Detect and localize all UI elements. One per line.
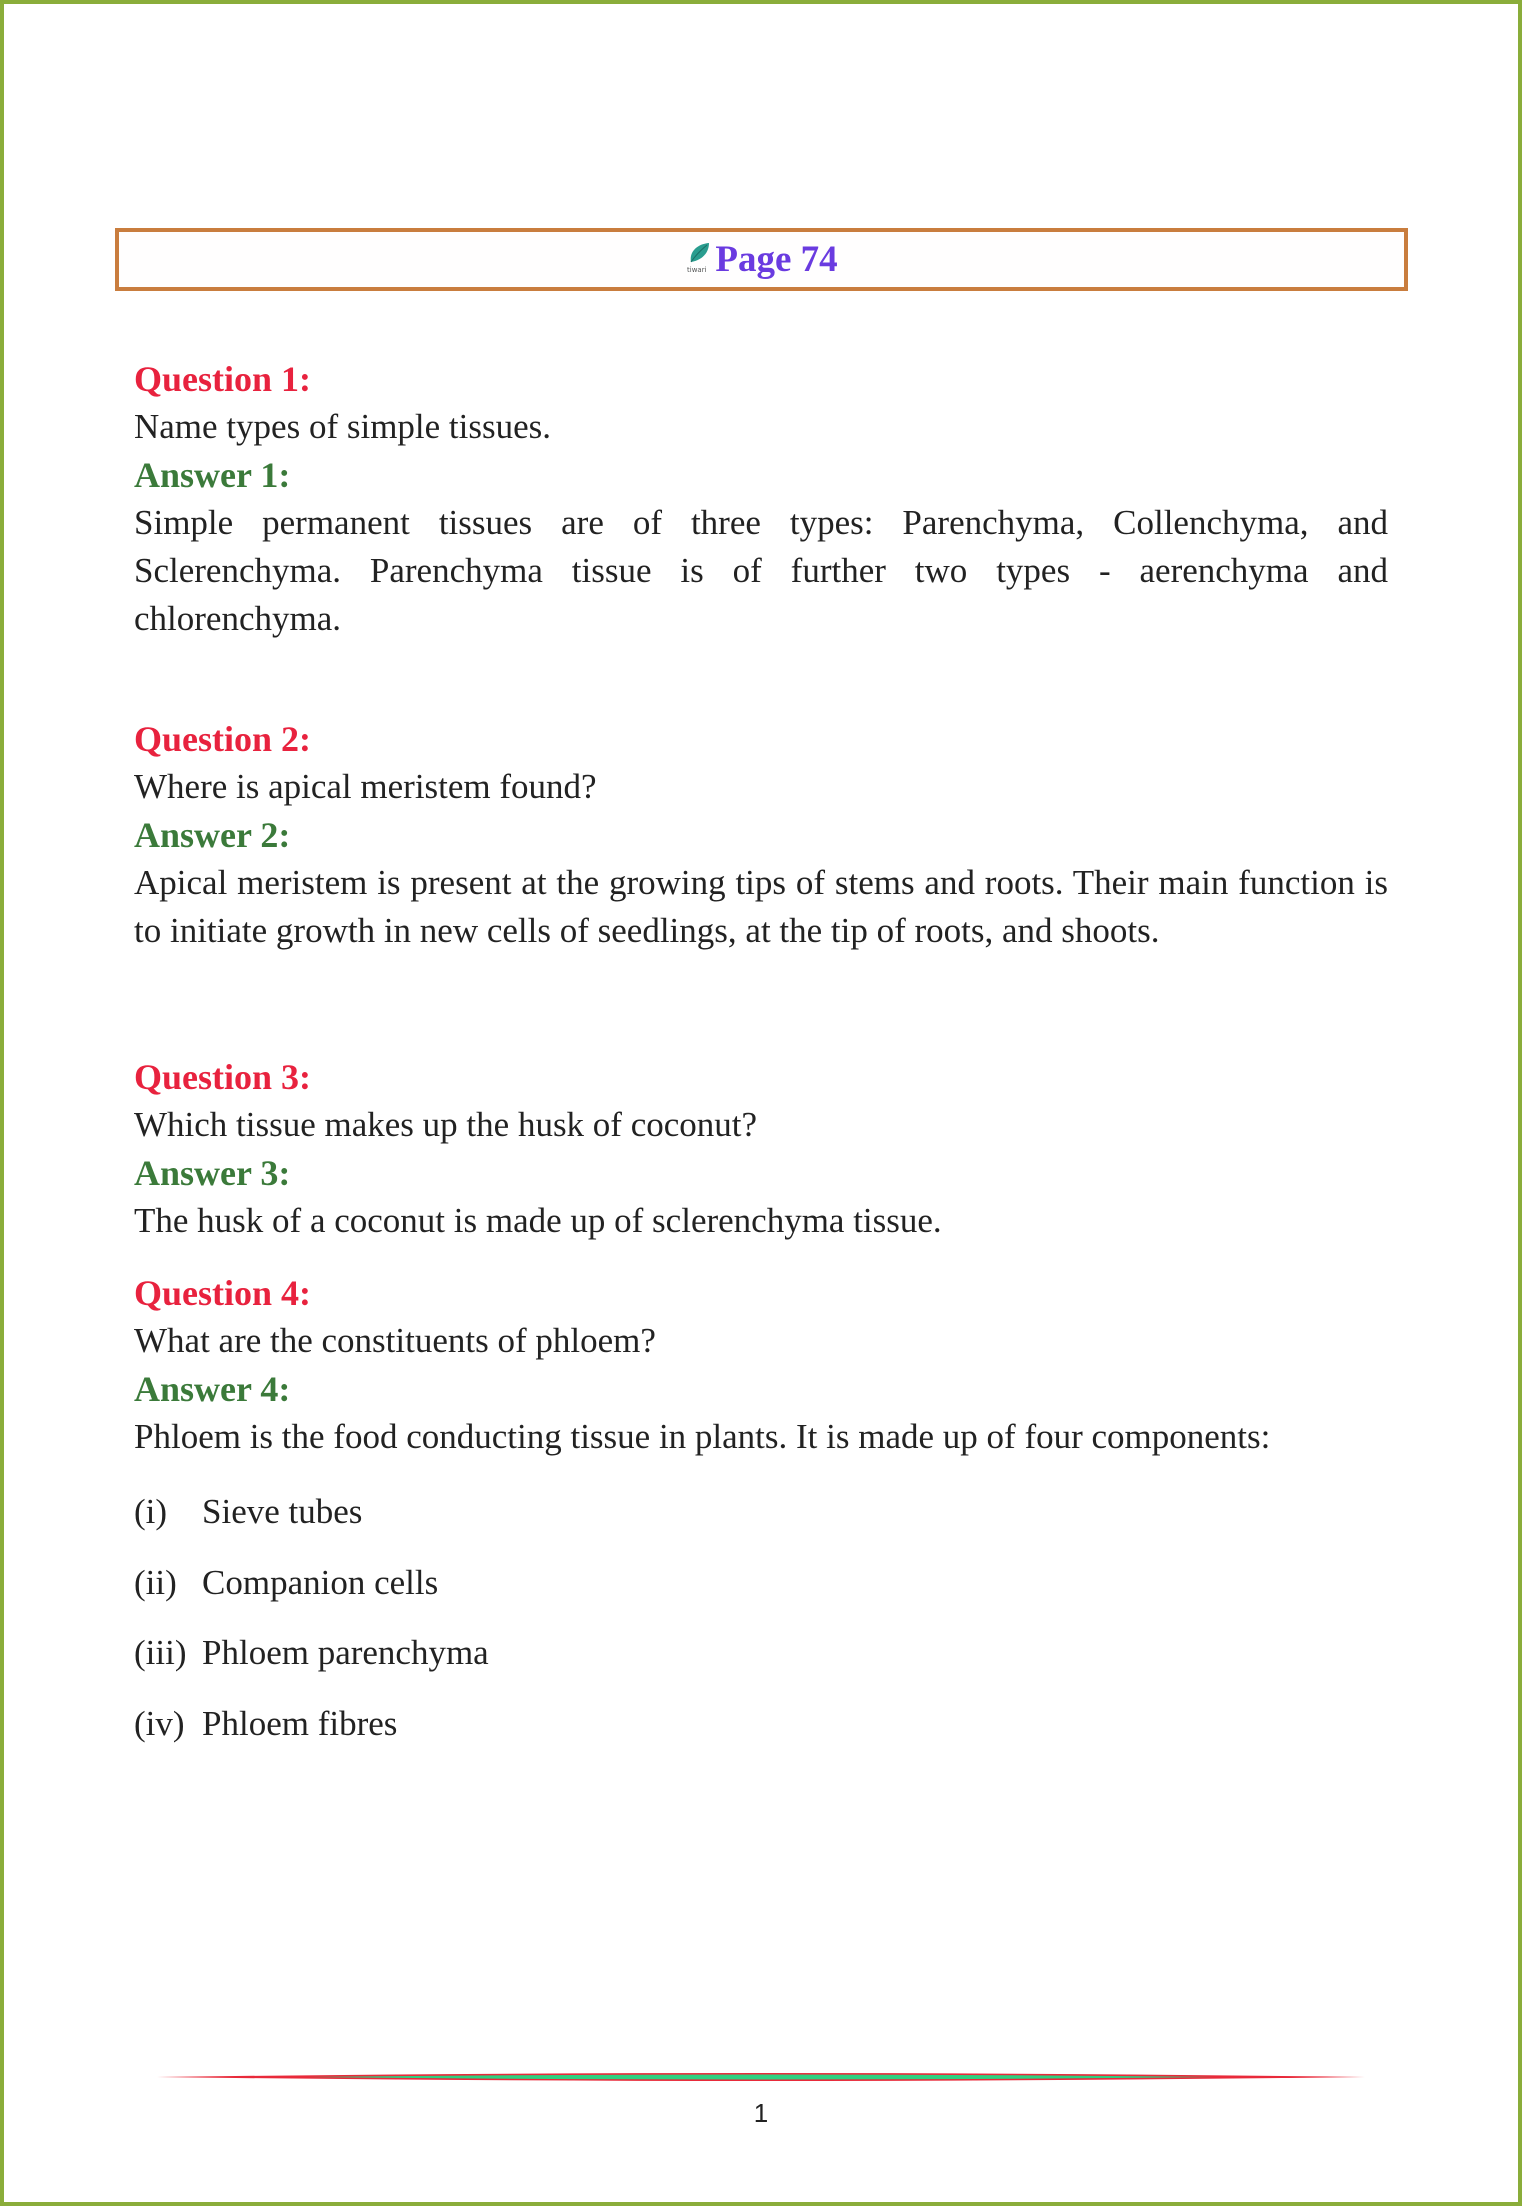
list-item (134, 1559, 438, 1607)
answer-label: Answer 2: (134, 815, 291, 855)
question-text: Where is apical meristem found? (134, 767, 597, 806)
answer-text: Phloem is the food conducting tissue in plants. It is made up of four components: (134, 1417, 1271, 1456)
question-text: Which tissue makes up the husk of coconut? (134, 1105, 758, 1144)
answer-text: Apical meristem is present at the growing tips of stems and roots. Their main function is to initiate growth in new cells of seedlings, at the tip of roots, and shoots. (134, 863, 1388, 950)
page-header-box (115, 228, 1408, 291)
footer-divider (157, 2070, 1365, 2082)
list-text: Companion cells (202, 1563, 439, 1602)
question-text: What are the constituents of phloem? (134, 1321, 656, 1360)
question-text: Name types of simple tissues. (134, 407, 552, 446)
qa-item-4 (134, 1269, 1388, 1461)
question-label: Question 1: (134, 359, 312, 399)
list-number: (i) (134, 1492, 168, 1531)
qa-item-2 (134, 715, 1388, 955)
list-item (134, 1700, 397, 1748)
question-label: Question 2: (134, 719, 312, 759)
answer-text: Simple permanent tissues are of three types: Parenchyma, Collenchyma, and Sclerenchyma. Parenchyma tissue is of further two types - aerenchyma and chlorenchyma. (134, 503, 1388, 638)
list-item (134, 1488, 362, 1536)
svg-text:tiwari: tiwari (687, 266, 707, 274)
answer-label: Answer 4: (134, 1369, 291, 1409)
list-text: Sieve tubes (202, 1492, 363, 1531)
list-number: (ii) (134, 1563, 177, 1602)
page-number: 1 (753, 2098, 769, 2128)
question-label: Question 3: (134, 1057, 312, 1097)
page-title: Page 74 (715, 239, 838, 280)
answer-label: Answer 3: (134, 1153, 291, 1193)
list-text: Phloem parenchyma (202, 1633, 489, 1672)
question-label: Question 4: (134, 1273, 312, 1313)
qa-item-1 (134, 355, 1388, 643)
list-number: (iii) (134, 1633, 187, 1672)
answer-text: The husk of a coconut is made up of sclerenchyma tissue. (134, 1201, 942, 1240)
list-text: Phloem fibres (202, 1704, 398, 1743)
leaf-logo-icon (685, 242, 713, 276)
list-number: (iv) (134, 1704, 185, 1743)
qa-item-3 (134, 1053, 1388, 1245)
answer-label: Answer 1: (134, 455, 291, 495)
list-item (134, 1629, 489, 1677)
